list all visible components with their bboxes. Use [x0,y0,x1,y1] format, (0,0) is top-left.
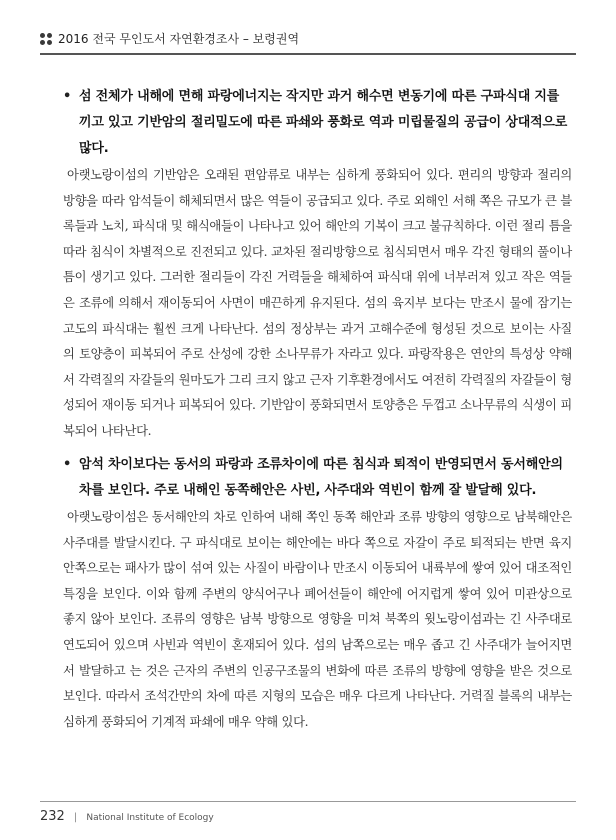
section-2-heading-row [63,452,572,504]
footer-divider [40,801,576,802]
page-header [40,28,576,50]
footer-organization: National Institute of Ecology [86,813,214,823]
page-footer [40,805,214,824]
section-1 [63,84,572,445]
page-number: 232 [40,809,65,824]
bullet-icon: • [63,457,72,472]
section-2 [63,452,572,735]
bullet-icon: • [63,89,72,104]
header-title: 2016 전국 무인도서 자연환경조사 – 보령권역 [58,32,300,46]
section-1-heading: 섬 전체가 내해에 면해 파랑에너지는 작지만 과거 해수면 변동기에 따른 구파식대 지를 끼고 있고 기반암의 절리밀도에 따른 파쇄와 풍화로 역과 미립물질의 공급이 상대적으로 많다. [79,89,568,156]
footer-separator: | [73,812,78,823]
header-divider [40,53,576,55]
section-1-paragraph: 아랫노랑이섬의 기반암은 오래된 편암류로 내부는 심하게 풍화되어 있다. 편리의 방향과 절리의 방향을 따라 암석들이 해체되면서 많은 역들이 공급되고 있다. 주로 외해인 서해 쪽은 규모가 큰 블록들과 노치, 파식대 및 해식애들이 나타나고 있어 해안의 기복이 크고 불규칙하다. 이런 절리 틈을 따라 침식이 차별적으로 진전되고 있다. 교차된 절리방향으로 침식되면서 매우 각진 형태의 풀이나 틈이 생기고 있다. 그러한 절리들이 각진 거력들을 해체하여 파식대 위에 너부러져 있고 작은 역들은 조류에 의해서 재이동되어 사면이 매끈하게 유지된다. 섬의 육지부 보다는 만조시 물에 잠기는 고도의 파식대는 훨씬 크게 나타난다. 섬의 정상부는 과거 고해수준에 형성된 것으로 보이는 사질의 토양층이 피복되어 주로 산성에 강한 소나무류가 자라고 있다. 파랑작용은 연안의 특성상 약해서 각력질의 자갈들의 원마도가 그리 크지 않고 근자 기후환경에서도 여전히 각력질의 자갈들이 형성되어 재이동 되거나 피복되어 있다. 기반암이 풍화되면서 토양층은 두껍고 소나무류의 식생이 피복되어 나타난다. [63,168,572,438]
section-2-paragraph: 아랫노랑이섬은 동서해안의 차로 인하여 내해 쪽인 동쪽 해안과 조류 방향의 영향으로 남북해안은 사주대를 발달시킨다. 구 파식대로 보이는 해안에는 바다 쪽으로 자갈이 주로 퇴적되는 반면 육지 안쪽으로는 패사가 많이 섞여 있는 사질이 바람이나 만조시 이동되어 내륙부에 쌓여 있어 대조적인 특징을 보인다. 이와 함께 주변의 양식어구나 폐어선들이 해안에 어지럽게 쌓여 있어 미관상으로 좋지 않아 보인다. 조류의 영향은 남북 방향으로 영향을 미쳐 북쪽의 윗노랑이섬과는 긴 사주대로 연도되어 있으며 사빈과 역빈이 혼재되어 있다. 섬의 남쪽으로는 매우 좁고 긴 사주대가 늘어지면서 발달하고 는 것은 근자의 주변의 인공구조물의 변화에 따른 조류의 방향에 영향을 받은 것으로 보인다. 따라서 조석간만의 차에 따른 지형의 모습은 매우 다르게 나타난다. 거력질 블록의 내부는 심하게 풍화되어 기계적 파쇄에 매우 약해 있다. [63,510,572,729]
section-1-heading-row [63,84,572,162]
dots-grid-icon [40,33,52,45]
section-2-heading: 암석 차이보다는 동서의 파랑과 조류차이에 따른 침식과 퇴적이 반영되면서 동서해안의 차를 보인다. 주로 내해인 동쪽해안은 사빈, 사주대와 역빈이 함께 잘 발달해 있다. [79,457,563,498]
